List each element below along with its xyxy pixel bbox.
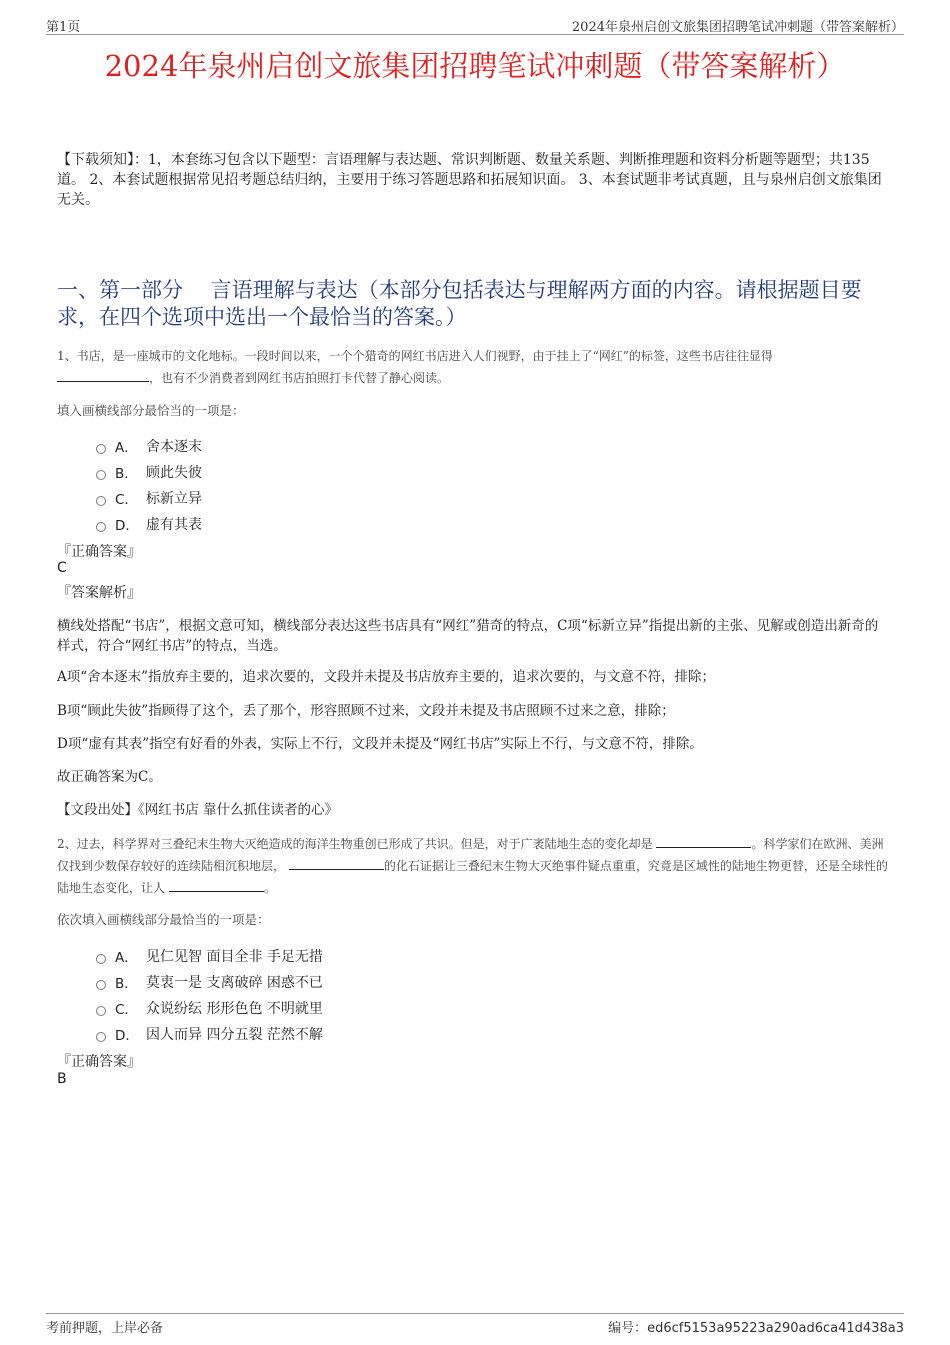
analysis-conclusion: 故正确答案为C。: [57, 769, 162, 785]
download-notice: 【下载须知】：1，本套练习包含以下题型：言语理解与表达题、常识判断题、数量关系题、判断推理题和资料分析题等题型；共135道。 2、本套试题根据常见招考题总结归纳，主要用于练习答题思路和拓展知识面。 3、本套试题非考试真题，且与泉州启创文旅集团无关。: [57, 152, 882, 208]
answer-blank: [289, 857, 384, 870]
question-1-options: [96, 433, 202, 537]
document-code: 编号：ed6cf5153a95223a290ad6ca41d438a3: [608, 1321, 904, 1336]
radio-icon[interactable]: [96, 980, 106, 990]
question-2-prompt: 依次填入画横线部分最恰当的一项是：: [57, 912, 270, 927]
radio-icon[interactable]: [96, 496, 106, 506]
question-1-prompt: 填入画横线部分最恰当的一项是：: [57, 403, 245, 418]
answer-blank: [656, 835, 751, 848]
section-heading: 一、第一部分 言语理解与表达（本部分包括表达与理解两方面的内容。请根据题目要求，在四个选项中选出一个最恰当的答案。）: [57, 278, 862, 329]
analysis-label: 『答案解析』: [57, 585, 141, 601]
analysis-paragraph: 横线处搭配“书店”，根据文意可知，横线部分表达这些书店具有“网红”猎奇的特点，C项“标新立异”指提出新的主张、见解或创造出新奇的样式，符合“网红书店”的特点，当选。: [57, 618, 879, 654]
question-1-stem: [57, 345, 895, 389]
answer-blank: [57, 369, 149, 382]
page-number: 第1页: [46, 20, 81, 35]
analysis-paragraph: A项“舍本逐末”指放弃主要的，追求次要的，文段并未提及书店放弃主要的，追求次要的，与文意不符，排除；: [57, 669, 716, 685]
radio-icon[interactable]: [96, 444, 106, 454]
option-a[interactable]: A． 见仁见智 面目全非 手足无措: [96, 943, 323, 969]
option-b[interactable]: B． 顾此失彼: [96, 459, 202, 485]
radio-icon[interactable]: [96, 522, 106, 532]
page-header: [46, 14, 904, 35]
option-a[interactable]: A． 舍本逐末: [96, 433, 202, 459]
question-2-stem: [57, 833, 895, 899]
question-2-options: [96, 943, 323, 1047]
radio-icon[interactable]: [96, 954, 106, 964]
source-citation: 【文段出处】《网红书店 靠什么抓住读者的心》: [57, 802, 339, 818]
footer-slogan: 考前押题，上岸必备: [46, 1321, 164, 1336]
option-c[interactable]: C． 众说纷纭 形形色色 不明就里: [96, 995, 323, 1021]
question-2-text-b: 。科学家们在欧洲、美洲仅找到少数保存较好的连续陆相沉积地层，: [57, 837, 884, 873]
option-d[interactable]: D． 因人而异 四分五裂 茫然不解: [96, 1021, 323, 1047]
document-title: 2024年泉州启创文旅集团招聘笔试冲刺题（带答案解析）: [104, 49, 846, 83]
correct-answer: C: [57, 560, 67, 576]
option-d[interactable]: D． 虚有其表: [96, 511, 202, 537]
header-doc-title: 2024年泉州启创文旅集团招聘笔试冲刺题（带答案解析）: [571, 20, 904, 35]
option-c[interactable]: C． 标新立异: [96, 485, 202, 511]
question-1-text-b: ，也有不少消费者到网红书店拍照打卡代替了静心阅读。: [149, 371, 450, 385]
radio-icon[interactable]: [96, 1032, 106, 1042]
option-b[interactable]: B． 莫衷一是 支离破碎 困惑不已: [96, 969, 323, 995]
analysis-paragraph: B项“顾此失彼”指顾得了这个，丢了那个，形容照顾不过来，文段并未提及书店照顾不过来之意，排除；: [57, 703, 675, 719]
question-2-text-d: 。: [263, 881, 276, 895]
page-footer: [46, 1313, 904, 1338]
question-2-text-c: 的化石证据让三叠纪末生物大灭绝事件疑点重重，究竟是区域性的陆地生物更替，还是全球性的陆地生态变化，让人: [57, 859, 888, 895]
question-2-text-a: 2、过去，科学界对三叠纪末生物大灭绝造成的海洋生物重创已形成了共识。但是，对于广袤陆地生态的变化却是: [57, 837, 653, 851]
correct-answer-label: 『正确答案』: [57, 1054, 141, 1070]
correct-answer: B: [57, 1071, 67, 1087]
answer-blank: [169, 879, 264, 892]
question-1-text-a: 1、书店，是一座城市的文化地标。一段时间以来，一个个猎奇的网红书店进入人们视野，由于挂上了“网红”的标签，这些书店往往显得: [57, 349, 773, 363]
radio-icon[interactable]: [96, 1006, 106, 1016]
radio-icon[interactable]: [96, 470, 106, 480]
analysis-paragraph: D项“虚有其表”指空有好看的外表，实际上不行，文段并未提及“网红书店”实际上不行，与文意不符，排除。: [57, 736, 703, 752]
correct-answer-label: 『正确答案』: [57, 544, 141, 560]
